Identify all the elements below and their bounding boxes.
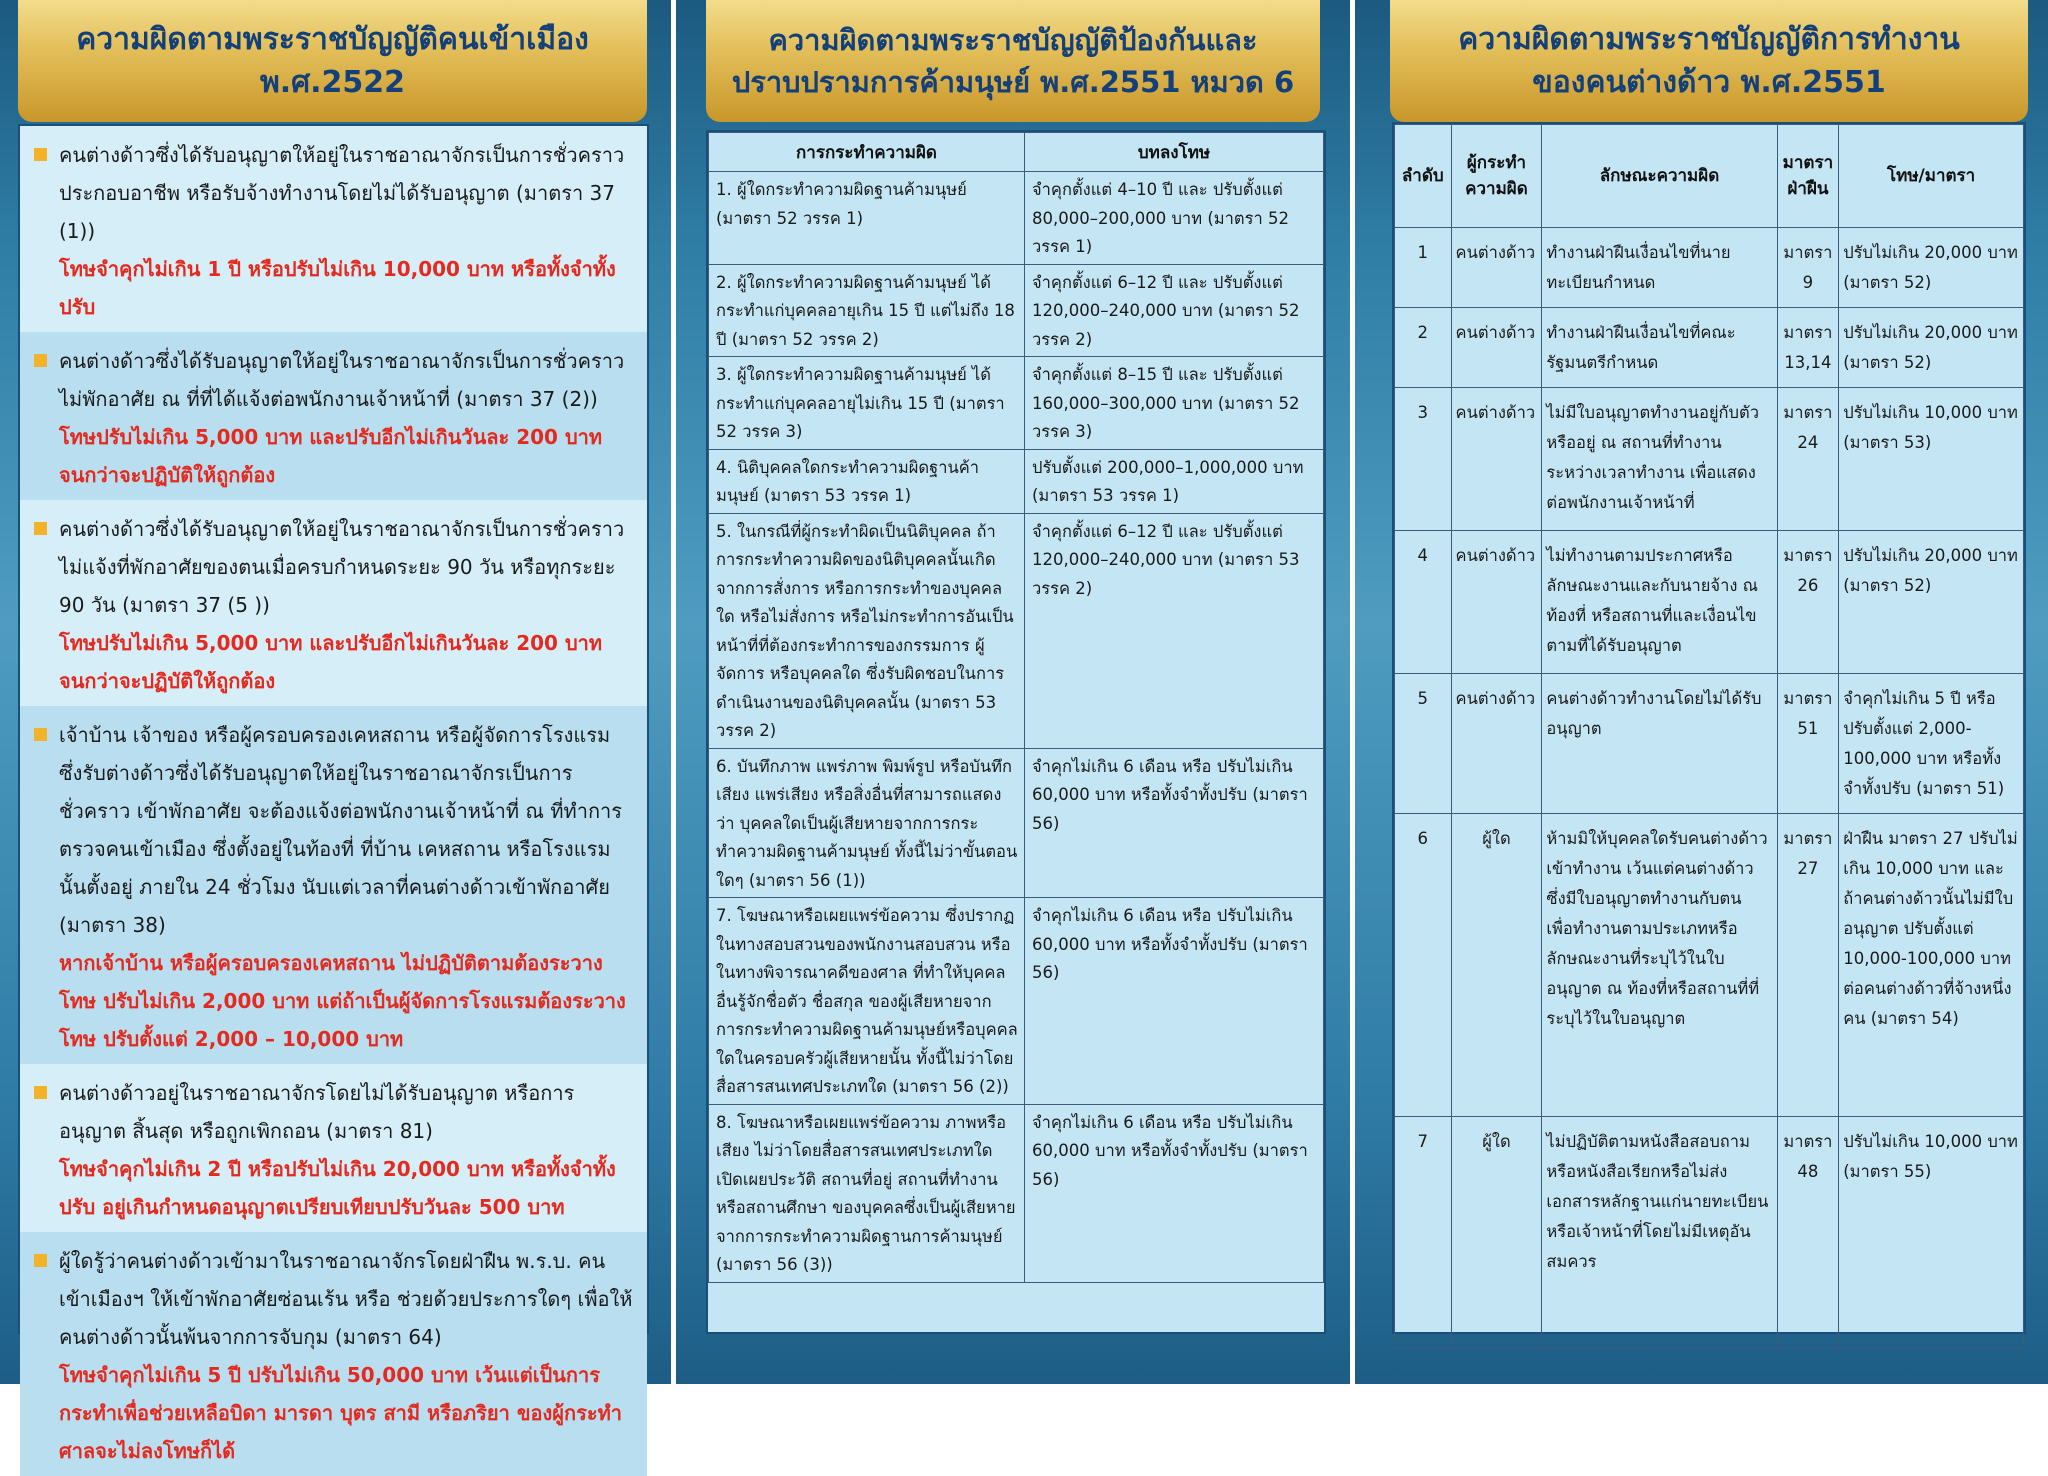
offense-item	[20, 126, 647, 332]
right-panel-header	[1390, 0, 2028, 122]
penalty-cell: จำคุกไม่เกิน 6 เดือน หรือ ปรับไม่เกิน 60,000 บาท หรือทั้งจำทั้งปรับ (มาตรา 56)	[1025, 1104, 1324, 1282]
penalty-cell: ปรับไม่เกิน 20,000 บาท (มาตรา 52)	[1839, 531, 2024, 674]
table-row	[709, 898, 1324, 1105]
offense-cell: 5. ในกรณีที่ผู้กระทำผิดเป็นนิติบุคคล ถ้าการกระทำความผิดของนิติบุคคลนั้นเกิดจากการสั่งการ หรือการกระทำของบุคคลใด หรือไม่สั่งการ หรือไม่กระทำการอันเป็นหน้าที่ที่ต้องกระทำการของกรรมการ ผู้จัดการ หรือบุคคลใด ซึ่งรับผิดชอบในการดำเนินงานของนิติบุคคลนั้น (มาตรา 53 วรรค 2)	[709, 513, 1025, 748]
penalty-cell: จำคุกไม่เกิน 6 เดือน หรือ ปรับไม่เกิน 60,000 บาท หรือทั้งจำทั้งปรับ (มาตรา 56)	[1025, 898, 1324, 1105]
offense-text: คนต่างด้าวซึ่งได้รับอนุญาตให้อยู่ในราชอาณาจักรเป็นการชั่วคราว ประกอบอาชีพ หรือรับจ้างทำงานโดยไม่ได้รับอนุญาต (มาตรา 37 (1))	[59, 143, 625, 243]
offender-cell: คนต่างด้าว	[1451, 388, 1542, 531]
trafficking-table-container	[706, 130, 1326, 1334]
offense-cell: 3. ผู้ใดกระทำความผิดฐานค้ามนุษย์ ได้กระทำแก่บุคคลอายุไม่เกิน 15 ปี (มาตรา 52 วรรค 3)	[709, 357, 1025, 450]
section-cell: มาตรา 27	[1777, 814, 1839, 1117]
offense-item	[20, 500, 647, 706]
penalty-text: โทษจำคุกไม่เกิน 1 ปี หรือปรับไม่เกิน 10,000 บาท หรือทั้งจำทั้งปรับ	[59, 257, 616, 319]
table-row	[709, 1104, 1324, 1282]
section-cell: มาตรา 48	[1777, 1117, 1839, 1349]
section-cell: มาตรา 13,14	[1777, 308, 1839, 388]
right-title-line2: ของคนต่างด้าว พ.ศ.2551	[1532, 65, 1886, 100]
number-cell: 4	[1395, 531, 1452, 674]
offense-item	[20, 1232, 647, 1476]
offender-cell: ผู้ใด	[1451, 1117, 1542, 1349]
left-panel	[0, 0, 671, 1463]
offense-text: คนต่างด้าวอยู่ในราชอาณาจักรโดยไม่ได้รับอนุญาต หรือการอนุญาต สิ้นสุด หรือถูกเพิกถอน (มาตรา 81)	[59, 1081, 575, 1143]
offense-cell: 4. นิติบุคคลใดกระทำความผิดฐานค้ามนุษย์ (มาตรา 53 วรรค 1)	[709, 449, 1025, 513]
penalty-text: โทษปรับไม่เกิน 5,000 บาท และปรับอีกไม่เกินวันละ 200 บาท จนกว่าจะปฏิบัติให้ถูกต้อง	[59, 631, 603, 693]
middle-panel	[676, 0, 1350, 1384]
table-row	[1395, 308, 2024, 388]
alien-work-table-container	[1392, 122, 2026, 1334]
number-cell: 1	[1395, 228, 1452, 308]
offense-cell: 1. ผู้ใดกระทำความผิดฐานค้ามนุษย์ (มาตรา 52 วรรค 1)	[709, 172, 1025, 265]
offense-cell: 2. ผู้ใดกระทำความผิดฐานค้ามนุษย์ ได้กระทำแก่บุคคลอายุเกิน 15 ปี แต่ไม่ถึง 18 ปี (มาตรา 52 วรรค 2)	[709, 264, 1025, 357]
left-title-line2: พ.ศ.2522	[259, 65, 406, 100]
middle-title-line2: ปราบปรามการค้ามนุษย์ พ.ศ.2551 หมวด 6	[731, 65, 1295, 99]
table-row	[1395, 388, 2024, 531]
column-header-penalty: บทลงโทษ	[1025, 133, 1324, 172]
column-header-penalty: โทษ/มาตรา	[1839, 125, 2024, 228]
penalty-text: หากเจ้าบ้าน หรือผู้ครอบครองเคหสถาน ไม่ปฏิบัติตามต้องระวางโทษ ปรับไม่เกิน 2,000 บาท แต่ถ้าเป็นผู้จัดการโรงแรมต้องระวางโทษ ปรับตั้งแต่ 2,000 – 10,000 บาท	[59, 951, 626, 1051]
column-header-section: มาตราฝ่าฝืน	[1777, 125, 1839, 228]
penalty-text: โทษจำคุกไม่เกิน 2 ปี หรือปรับไม่เกิน 20,000 บาท หรือทั้งจำทั้งปรับ อยู่เกินกำหนดอนุญาตเปรียบเทียบปรับวันละ 500 บาท	[59, 1157, 616, 1219]
trafficking-table	[708, 132, 1324, 1283]
offense-text: ผู้ใดรู้ว่าคนต่างด้าวเข้ามาในราชอาณาจักรโดยฝ่าฝืน พ.ร.บ. คนเข้าเมืองฯ ให้เข้าพักอาศัยซ่อนเร้น หรือ ช่วยด้วยประการใดๆ เพื่อให้คนต่างด้าวนั้นพ้นจากการจับกุม (มาตรา 64)	[59, 1249, 633, 1349]
penalty-text: โทษปรับไม่เกิน 5,000 บาท และปรับอีกไม่เกินวันละ 200 บาท จนกว่าจะปฏิบัติให้ถูกต้อง	[59, 425, 603, 487]
nature-cell: ไม่มีใบอนุญาตทำงานอยู่กับตัวหรืออยู่ ณ สถานที่ทำงานระหว่างเวลาทำงาน เพื่อแสดงต่อพนักงานเจ้าหน้าที่	[1542, 388, 1777, 531]
number-cell: 3	[1395, 388, 1452, 531]
offender-cell: คนต่างด้าว	[1451, 674, 1542, 814]
column-header-offense: การกระทำความผิด	[709, 133, 1025, 172]
nature-cell: ไม่ปฏิบัติตามหนังสือสอบถามหรือหนังสือเรียกหรือไม่ส่งเอกสารหลักฐานแก่นายทะเบียนหรือเจ้าหน้าที่โดยไม่มีเหตุอันสมควร	[1542, 1117, 1777, 1349]
penalty-cell: จำคุกตั้งแต่ 4–10 ปี และ ปรับตั้งแต่ 80,000–200,000 บาท (มาตรา 52 วรรค 1)	[1025, 172, 1324, 265]
table-row	[1395, 1117, 2024, 1349]
bullet-icon	[34, 1254, 47, 1267]
penalty-cell: ปรับไม่เกิน 20,000 บาท (มาตรา 52)	[1839, 308, 2024, 388]
number-cell: 7	[1395, 1117, 1452, 1349]
bullet-icon	[34, 522, 47, 535]
section-cell: มาตรา 51	[1777, 674, 1839, 814]
section-cell: มาตรา 26	[1777, 531, 1839, 674]
table-row	[1395, 674, 2024, 814]
offender-cell: ผู้ใด	[1451, 814, 1542, 1117]
penalty-cell: ปรับตั้งแต่ 200,000–1,000,000 บาท (มาตรา 53 วรรค 1)	[1025, 449, 1324, 513]
bullet-icon	[34, 1086, 47, 1099]
bullet-icon	[34, 354, 47, 367]
alien-work-table	[1394, 124, 2024, 1349]
penalty-text: โทษจำคุกไม่เกิน 5 ปี ปรับไม่เกิน 50,000 บาท เว้นแต่เป็นการ กระทำเพื่อช่วยเหลือบิดา มารดา บุตร สามี หรือภริยา ของผู้กระทำ ศาลจะไม่ลงโทษก็ได้	[59, 1363, 622, 1463]
nature-cell: ห้ามมิให้บุคคลใดรับคนต่างด้าวเข้าทำงาน เว้นแต่คนต่างด้าวซึ่งมีใบอนุญาตทำงานกับตน เพื่อทำงานตามประเภทหรือลักษณะงานที่ระบุไว้ในใบอนุญาต ณ ท้องที่หรือสถานที่ที่ระบุไว้ในใบอนุญาต	[1542, 814, 1777, 1117]
column-header-offender: ผู้กระทำความผิด	[1451, 125, 1542, 228]
penalty-cell: จำคุกไม่เกิน 5 ปี หรือ ปรับตั้งแต่ 2,000-100,000 บาท หรือทั้งจำทั้งปรับ (มาตรา 51)	[1839, 674, 2024, 814]
table-row	[709, 513, 1324, 748]
penalty-cell: ปรับไม่เกิน 20,000 บาท (มาตรา 52)	[1839, 228, 2024, 308]
number-cell: 2	[1395, 308, 1452, 388]
offense-item	[20, 706, 647, 1064]
penalty-cell: จำคุกไม่เกิน 6 เดือน หรือ ปรับไม่เกิน 60,000 บาท หรือทั้งจำทั้งปรับ (มาตรา 56)	[1025, 748, 1324, 898]
table-row	[709, 264, 1324, 357]
bullet-icon	[34, 148, 47, 161]
number-cell: 6	[1395, 814, 1452, 1117]
middle-panel-header	[706, 0, 1320, 122]
offender-cell: คนต่างด้าว	[1451, 308, 1542, 388]
nature-cell: ทำงานฝ่าฝืนเงื่อนไขที่นายทะเบียนกำหนด	[1542, 228, 1777, 308]
penalty-cell: ปรับไม่เกิน 10,000 บาท (มาตรา 53)	[1839, 388, 2024, 531]
offense-text: คนต่างด้าวซึ่งได้รับอนุญาตให้อยู่ในราชอาณาจักรเป็นการชั่วคราว ไม่พักอาศัย ณ ที่ที่ได้แจ้งต่อพนักงานเจ้าหน้าที่ (มาตรา 37 (2))	[59, 349, 625, 411]
nature-cell: ไม่ทำงานตามประกาศหรือลักษณะงานและกับนายจ้าง ณ ท้องที่ หรือสถานที่และเงื่อนไขตามที่ได้รับอนุญาต	[1542, 531, 1777, 674]
section-cell: มาตรา 24	[1777, 388, 1839, 531]
right-title-line1: ความผิดตามพระราชบัญญัติการทำงาน	[1458, 21, 1960, 57]
penalty-cell: ฝ่าฝืน มาตรา 27 ปรับไม่เกิน 10,000 บาท และถ้าคนต่างด้าวนั้นไม่มีใบอนุญาต ปรับตั้งแต่ 10,000-100,000 บาท ต่อคนต่างด้าวที่จ้างหนึ่งคน (มาตรา 54)	[1839, 814, 2024, 1117]
offense-text: เจ้าบ้าน เจ้าของ หรือผู้ครอบครองเคหสถาน หรือผู้จัดการโรงแรม ซึ่งรับต่างด้าวซึ่งได้รับอนุญาตให้อยู่ในราชอาณาจักรเป็นการชั่วคราว เข้าพักอาศัย จะต้องแจ้งต่อพนักงานเจ้าหน้าที่ ณ ที่ทำการตรวจคนเข้าเมือง ซึ่งตั้งอยู่ในท้องที่ ที่บ้าน เคหสถาน หรือโรงแรมนั้นตั้งอยู่ ภายใน 24 ชั่วโมง นับแต่เวลาที่คนต่างด้าวเข้าพักอาศัย (มาตรา 38)	[59, 723, 623, 937]
table-row	[1395, 531, 2024, 674]
table-row	[709, 449, 1324, 513]
penalty-cell: จำคุกตั้งแต่ 6–12 ปี และ ปรับตั้งแต่ 120,000–240,000 บาท (มาตรา 52 วรรค 2)	[1025, 264, 1324, 357]
table-row	[709, 357, 1324, 450]
table-header-row	[1395, 125, 2024, 228]
offense-item	[20, 332, 647, 500]
offender-cell: คนต่างด้าว	[1451, 531, 1542, 674]
offense-cell: 8. โฆษณาหรือเผยแพร่ข้อความ ภาพหรือเสียง ไม่ว่าโดยสื่อสารสนเทศประเภทใด เปิดเผยประวัติ สถานที่อยู่ สถานที่ทำงาน หรือสถานศึกษา ของบุคคลซึ่งเป็นผู้เสียหายจากการกระทำความผิดฐานการค้ามนุษย์ (มาตรา 56 (3))	[709, 1104, 1025, 1282]
nature-cell: ทำงานฝ่าฝืนเงื่อนไขที่คณะรัฐมนตรีกำหนด	[1542, 308, 1777, 388]
penalty-cell: จำคุกตั้งแต่ 8–15 ปี และ ปรับตั้งแต่ 160,000–300,000 บาท (มาตรา 52 วรรค 3)	[1025, 357, 1324, 450]
column-header-number: ลำดับ	[1395, 125, 1452, 228]
offender-cell: คนต่างด้าว	[1451, 228, 1542, 308]
section-cell: มาตรา 9	[1777, 228, 1839, 308]
penalty-cell: ปรับไม่เกิน 10,000 บาท (มาตรา 55)	[1839, 1117, 2024, 1349]
table-row	[709, 172, 1324, 265]
table-row	[709, 748, 1324, 898]
nature-cell: คนต่างด้าวทำงานโดยไม่ได้รับอนุญาต	[1542, 674, 1777, 814]
table-row	[1395, 814, 2024, 1117]
offense-cell: 6. บันทึกภาพ แพร่ภาพ พิมพ์รูป หรือบันทึกเสียง แพร่เสียง หรือสิ่งอื่นที่สามารถแสดงว่า บุคคลใดเป็นผู้เสียหายจากการกระทำความผิดฐานค้ามนุษย์ ทั้งนี้ไม่ว่าขั้นตอนใดๆ (มาตรา 56 (1))	[709, 748, 1025, 898]
middle-title-line1: ความผิดตามพระราชบัญญัติป้องกันและ	[768, 22, 1258, 57]
column-header-nature: ลักษณะความผิด	[1542, 125, 1777, 228]
immigration-offense-list	[18, 124, 649, 1463]
number-cell: 5	[1395, 674, 1452, 814]
offense-item	[20, 1064, 647, 1232]
table-row	[1395, 228, 2024, 308]
left-title-line1: ความผิดตามพระราชบัญญัติคนเข้าเมือง	[76, 21, 589, 57]
right-panel	[1355, 0, 2048, 1384]
left-panel-header	[18, 0, 647, 122]
bullet-icon	[34, 728, 47, 741]
penalty-cell: จำคุกตั้งแต่ 6–12 ปี และ ปรับตั้งแต่ 120,000–240,000 บาท (มาตรา 53 วรรค 2)	[1025, 513, 1324, 748]
offense-text: คนต่างด้าวซึ่งได้รับอนุญาตให้อยู่ในราชอาณาจักรเป็นการชั่วคราว ไม่แจ้งที่พักอาศัยของตนเมื่อครบกำหนดระยะ 90 วัน หรือทุกระยะ 90 วัน (มาตรา 37 (5 ))	[59, 517, 625, 617]
table-header-row	[709, 133, 1324, 172]
offense-cell: 7. โฆษณาหรือเผยแพร่ข้อความ ซึ่งปรากฏในทางสอบสวนของพนักงานสอบสวน หรือในทางพิจารณาคดีของศาล ที่ทำให้บุคคลอื่นรู้จักชื่อตัว ชื่อสกุล ของผู้เสียหายจากการกระทำความผิดฐานค้ามนุษย์หรือบุคคลใดในครอบครัวผู้เสียหายนั้น ทั้งนี้ไม่ว่าโดยสื่อสารสนเทศประเภทใด (มาตรา 56 (2))	[709, 898, 1025, 1105]
